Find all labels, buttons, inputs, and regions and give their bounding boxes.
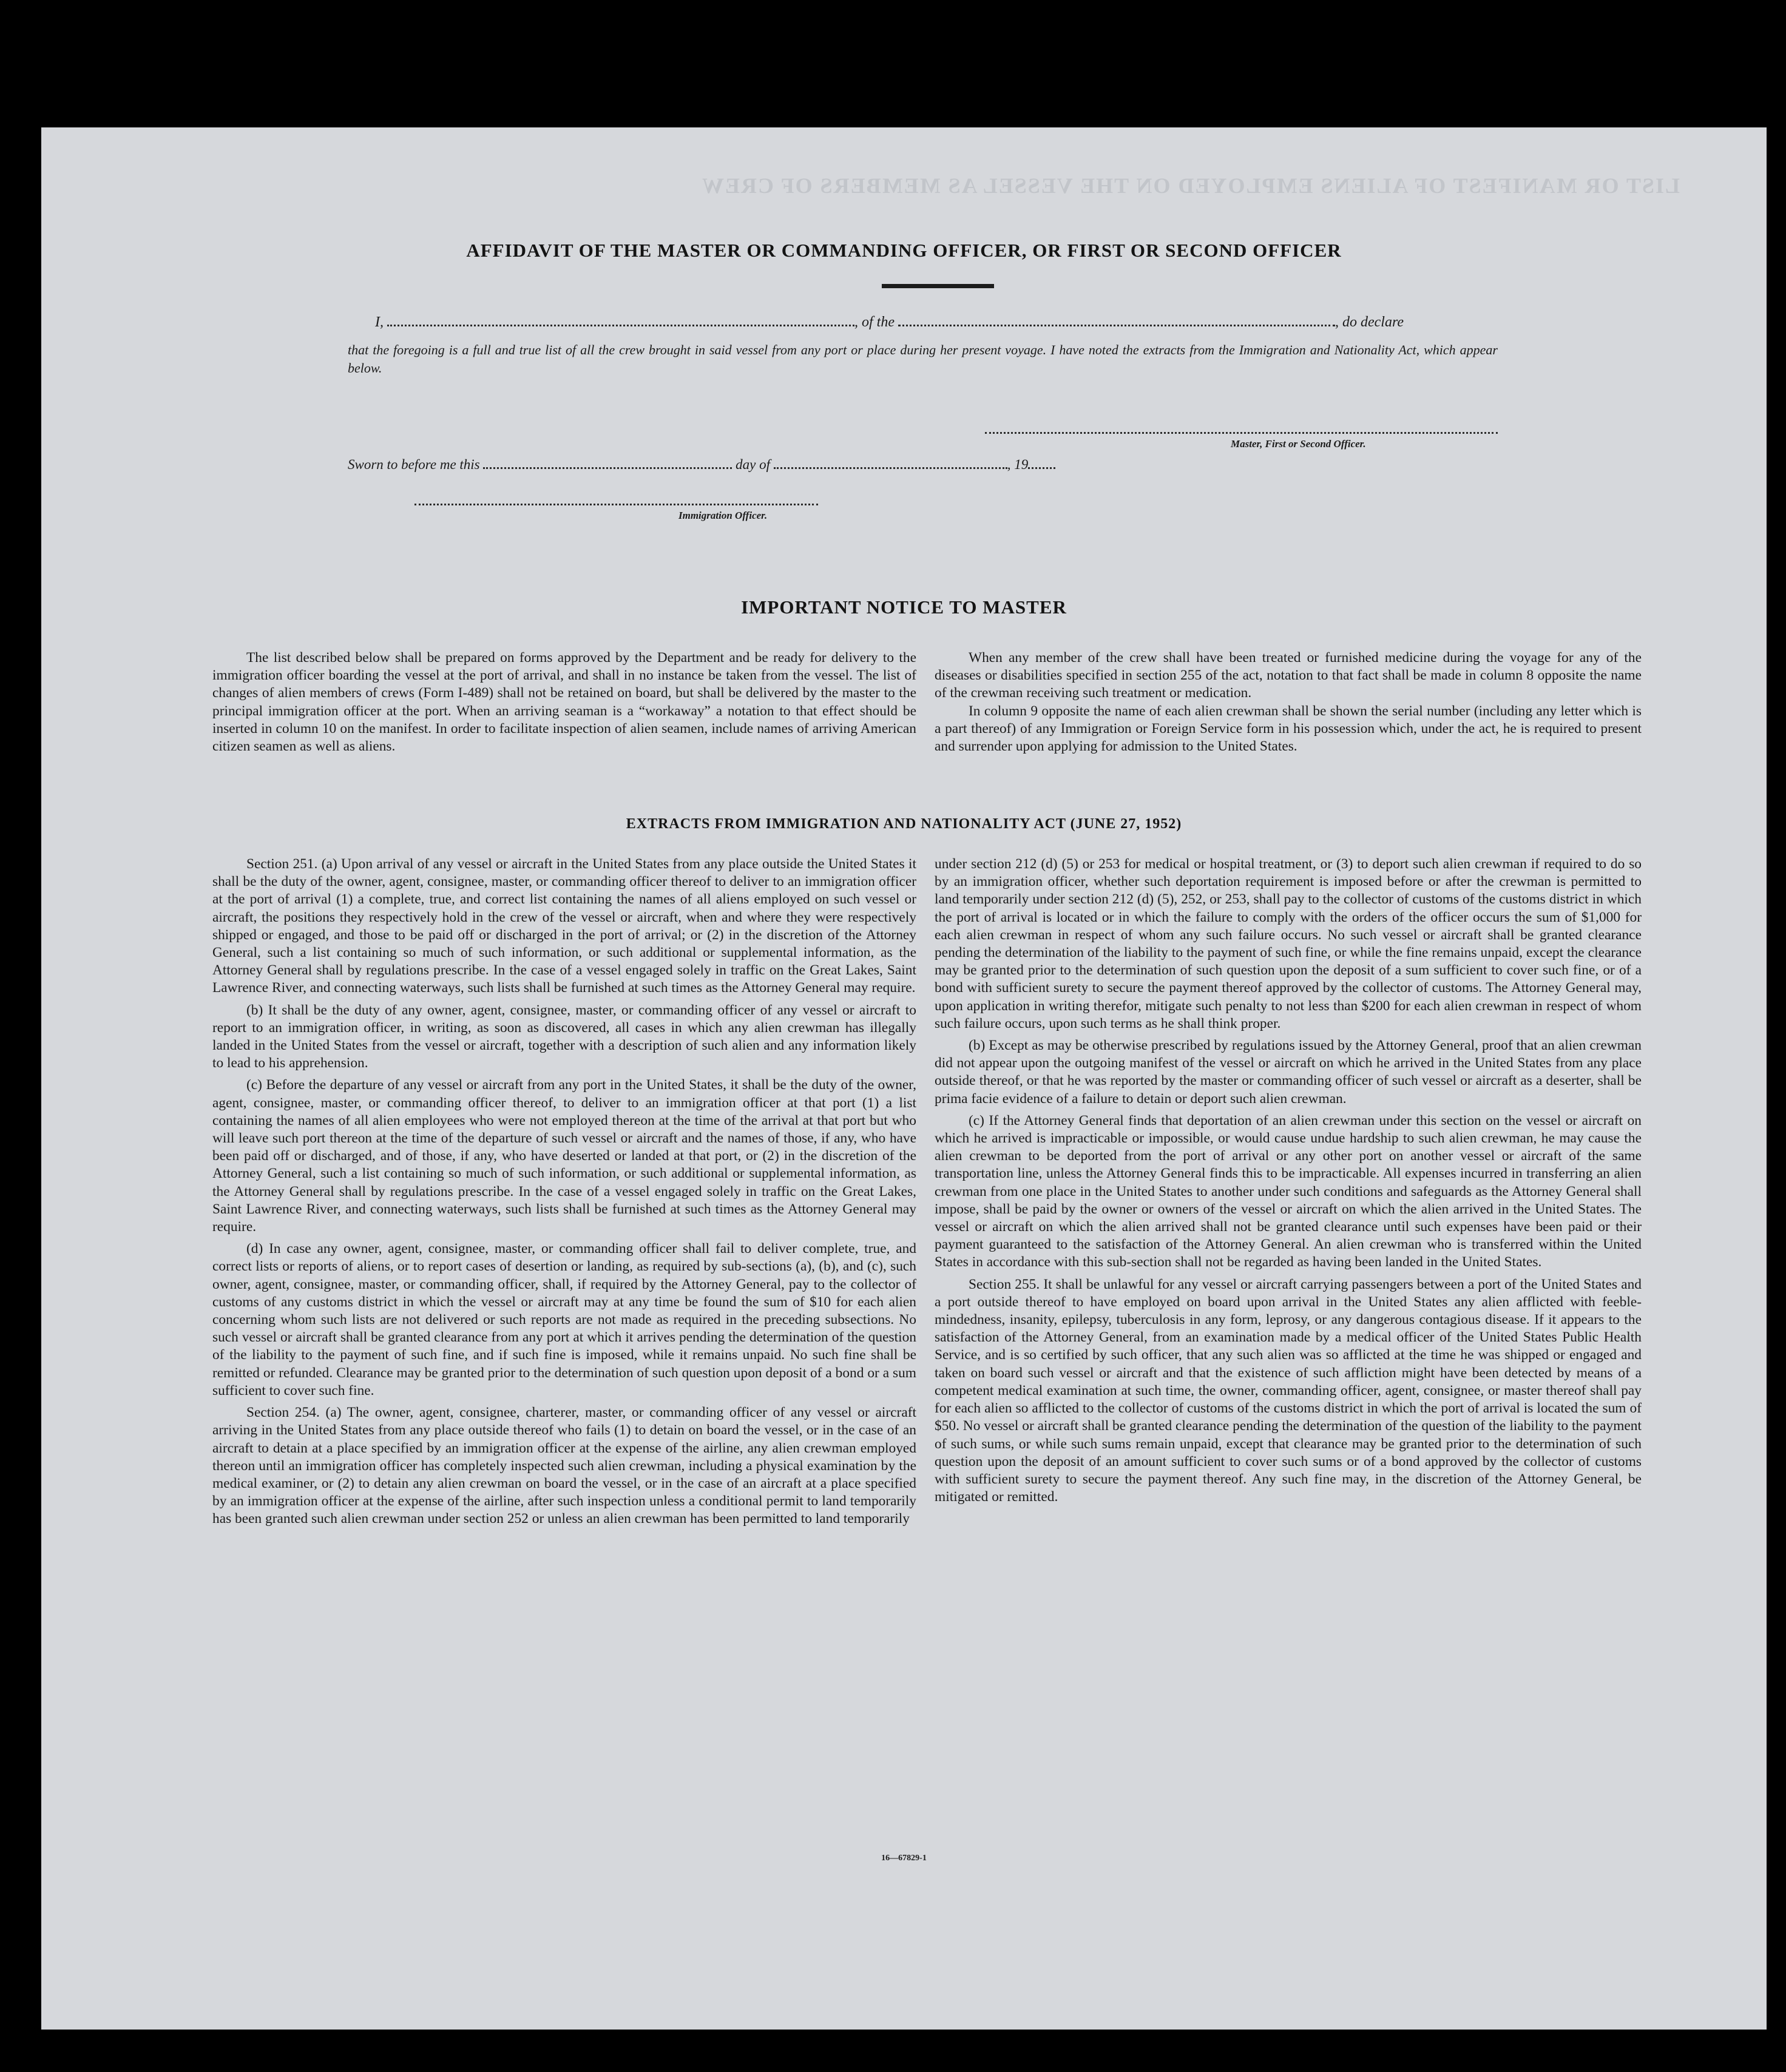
form-number: 16—67829-1 [881,1854,927,1863]
document-page [41,127,1767,2030]
section-255-paragraph: Section 255. It shall be unlawful for any vessel or aircraft carrying passengers between a port of the United States and a port outside thereof to have employed on board upon arrival in the United States any alien afflicted with feeble-mindedness, insanity, epilepsy, tuberculosis in any form, leprosy, or any dangerous contagious disease. If it appears to the satisfaction of the Attorney General, from an examination made by a medical officer of the United States Public Health Service, and is so certified by such officer, that any such alien was so afflicted at the time he was shipped or engaged and taken on board such vessel or aircraft and that the existence of such affliction might have been detected by means of a competent medical examination at such time, the owner, commanding officer, agent, consignee, or master thereof shall pay for each alien so afflicted to the collector of customs of the customs district in which the port of arrival is located the sum of $50. No vessel or aircraft shall be granted clearance pending the determination of the question of the liability to the payment of such sums, or while such sums remain unpaid, except that clearance may be granted prior to the determination of such question upon the deposit of an amount sufficient to cover such sums or of a bond approved by the collector of customs with sufficient surety to secure the payment thereof. Any such fine may, in the discretion of the Attorney General, be mitigated or remitted. [935,1276,1642,1505]
section-254b-paragraph: (b) Except as may be otherwise prescribed by regulations issued by the Attorney General, proof that an alien crewman did not appear upon the outgoing manifest of the vessel or aircraft on which he arrived in the United States from any place outside thereof, or that he was reported by the master or commanding officer of such vessel or aircraft as a deserter, shall be prima facie evidence of a failure to detain or deport such alien crewman. [935,1038,1642,1107]
sworn-month-blank [774,455,1007,469]
bleed-through-text: LIST OR MANIFEST OF ALIENS EMPLOYED ON THE VESSEL AS MEMBERS OF CREW [700,174,1680,198]
declaration-i: I, [375,314,384,330]
notice-title: IMPORTANT NOTICE TO MASTER [741,596,1067,618]
section-251a-paragraph: Section 251. (a) Upon arrival of any vessel or aircraft in the United States from any place outside the United States it shall be the duty of the owner, agent, consignee, master, or commanding officer thereof to deliver to an immigration officer at the port of arrival (1) a complete, true, and correct list containing the names of all aliens employed on such vessel or aircraft, the positions they respectively hold in the crew of the vessel or aircraft, when and where they were respectively shipped or engaged, and those to be paid off or discharged in the port of arrival; or (2) in the discretion of the Attorney General, such a list containing so much of such information, or such additional or supplemental information, as the Attorney General shall by regulations prescribe. In the case of a vessel engaged solely in traffic on the Great Lakes, Saint Lawrence River, and connecting waterways, such lists shall be furnished at such times as the Attorney General may require. [212,856,916,996]
immigration-officer-signature-line [414,504,818,505]
section-251d-paragraph: (d) In case any owner, agent, consignee, master, or commanding officer shall fail to deliver complete, true, and correct lists or reports of aliens, or to report cases of desertion or landing, as required by sub-sections (a), (b), and (c), such owner, agent, consignee, master, or commanding officer, shall, if required by the Attorney General, pay to the collector of customs of any customs district in which the vessel or aircraft may at any time be found the sum of $10 for each alien concerning whom such lists are not delivered or such reports are not made as required in the preceding subsections. No such vessel or aircraft shall be granted clearance from any port at which it arrives pending the determination of the question of the liability to the payment of such fine, and if such fine is imposed, while it remains unpaid. No such fine shall be remitted or refunded. Clearance may be granted prior to the determination of such question upon deposit of a bond or a sum sufficient to cover such fine. [212,1241,916,1399]
declaration-line [375,312,1404,331]
notice-paragraph: The list described below shall be prepared on forms approved by the Department and be ready for delivery to the immigration officer boarding the vessel at the port of arrival, and shall in no instance be taken from the vessel. The list of changes of alien members of crews (Form I-489) shall not be retained on board, but shall be delivered by the master to the principal immigration officer at the port. When an arriving seaman is a “workaway” a notation to that effect should be inserted in column 10 on the manifest. In order to facilitate inspection of alien seamen, include names of arriving American citizen seamen as well as aliens. [212,650,916,755]
notice-paragraph: When any member of the crew shall have been treated or furnished medicine during the voyage for any of the diseases or disabilities specified in section 255 of the act, notation to that fact shall be made in column 8 opposite the name of the crewman receiving such treatment or medication. [935,650,1642,701]
section-251b-paragraph: (b) It shall be the duty of any owner, agent, consignee, master, or commanding officer of any vessel or aircraft to report to an immigration officer, in writing, as soon as discovered, all cases in which any alien crewman has illegally landed in the United States from the vessel or aircraft, together with a description of such alien and any information likely to lead to his apprehension. [212,1002,916,1071]
vessel-blank [898,312,1335,326]
name-blank [387,312,854,326]
section-254a-continued-paragraph: under section 212 (d) (5) or 253 for medical or hospital treatment, or (3) to deport such alien crewman if required to do so by an immigration officer, whether such deportation requirement is imposed before or after the crewman is permitted to land temporarily under section 212 (d) (5), 252, or 253, shall pay to the collector of customs of the customs district in which the port of arrival is located or in which the failure to comply with the orders of the officer occurs the sum of $1,000 for each alien crewman in respect of whom any such failure occurs. No such vessel or aircraft shall be granted clearance pending the determination of the liability to the payment of such fine, or while the fine remains unpaid, except the clearance may be granted prior to the determination of such question upon the deposit of a sum sufficient to cover such fine, or of a bond with sufficient surety to secure the payment thereof approved by the collector of customs. The Attorney General may, upon application in writing therefor, mitigate such penalty to not less than $200 for each alien crewman in respect of whom such failure occurs, upon such terms as he shall think proper. [935,856,1642,1031]
notice-left-column [212,649,916,755]
declaration-do-declare: , do declare [1335,314,1404,330]
declaration-body: that the foregoing is a full and true list of all the crew brought in said vessel from any port or place during her present voyage. I have noted the extracts from the Immigration and Nationality Act, which appear below. [348,342,1498,376]
day-of-label: day of [736,457,770,472]
sworn-line [348,455,1055,473]
notice-right-column [935,649,1642,755]
title-rule [882,284,994,288]
section-251c-paragraph: (c) Before the departure of any vessel or aircraft from any port in the United States, it shall be the duty of the owner, agent, consignee, master, or commanding officer thereof, to deliver to an immigration officer at that port (1) a list containing the names of all alien employees who were not employed thereon at the time of the arrival at that port but who will leave such port thereon at the time of the departure of such vessel or aircraft and the names of those, if any, who have been paid off or discharged, and of those, if any, who have deserted or landed at that port, or (2) in the discretion of the Attorney General, such a list containing so much of such information, or such additional or supplemental information, as the Attorney General shall by regulations prescribe. In the case of a vessel engaged solely in traffic on the Great Lakes, Saint Lawrence River, and connecting waterways, such lists shall be furnished at such times as the Attorney General may require. [212,1077,916,1235]
notice-paragraph: In column 9 opposite the name of each alien crewman shall be shown the serial number (including any letter which is a part thereof) of any Immigration or Foreign Service form in his possession which, under the act, he is required to present and surrender upon applying for admission to the United States. [935,703,1642,755]
master-signature-line [985,432,1498,434]
sworn-label: Sworn to before me this [348,457,480,472]
affidavit-title: AFFIDAVIT OF THE MASTER OR COMMANDING OFFICER, OR FIRST OR SECOND OFFICER [466,240,1342,261]
extracts-left-column [212,855,916,1528]
sworn-year-blank [1028,455,1055,469]
section-254a-paragraph: Section 254. (a) The owner, agent, consignee, charterer, master, or commanding officer of any vessel or aircraft arriving in the United States from any place outside thereof who fails (1) to detain on board the vessel, or in the case of an aircraft to detain at a place specified by an immigration officer at the expense of the airline, any alien crewman employed thereon until an immigration officer has completely inspected such alien crewman, including a physical examination by the medical examiner, or (2) to detain any alien crewman on board the vessel, or in the case of an aircraft at a place specified by an immigration officer at the expense of the airline, after such inspection unless a conditional permit to land temporarily has been granted such alien crewman under section 252 or unless an alien crewman has been permitted to land temporarily [212,1405,916,1527]
sworn-day-blank [483,455,732,469]
declaration-of-the: , of the [854,314,895,330]
year-prefix: , 19 [1007,457,1029,472]
extracts-title: EXTRACTS FROM IMMIGRATION AND NATIONALITY ACT (JUNE 27, 1952) [626,816,1182,832]
master-signature-label: Master, First or Second Officer. [1231,438,1366,450]
immigration-officer-label: Immigration Officer. [678,510,768,521]
extracts-right-column [935,855,1642,1506]
section-254c-paragraph: (c) If the Attorney General finds that deportation of an alien crewman under this section on the vessel or aircraft on which he arrived is impracticable or impossible, or would cause undue hardship to such alien crewman, he may cause the alien crewman to be deported from the port of arrival or any other port on another vessel or aircraft of the same transportation line, unless the Attorney General finds this to be impracticable. All expenses incurred in transferring an alien crewman from one place in the United States to another under such conditions and safeguards as the Attorney General shall impose, shall be paid by the owner or owners of the vessel or aircraft on which the alien arrived in the United States. The vessel or aircraft on which the alien arrived shall not be granted clearance until such expenses have been paid or their payment guaranteed to the satisfaction of the Attorney General. An alien crewman who is transferred within the United States in accordance with this sub-section shall not be regarded as having been landed in the United States. [935,1112,1642,1271]
